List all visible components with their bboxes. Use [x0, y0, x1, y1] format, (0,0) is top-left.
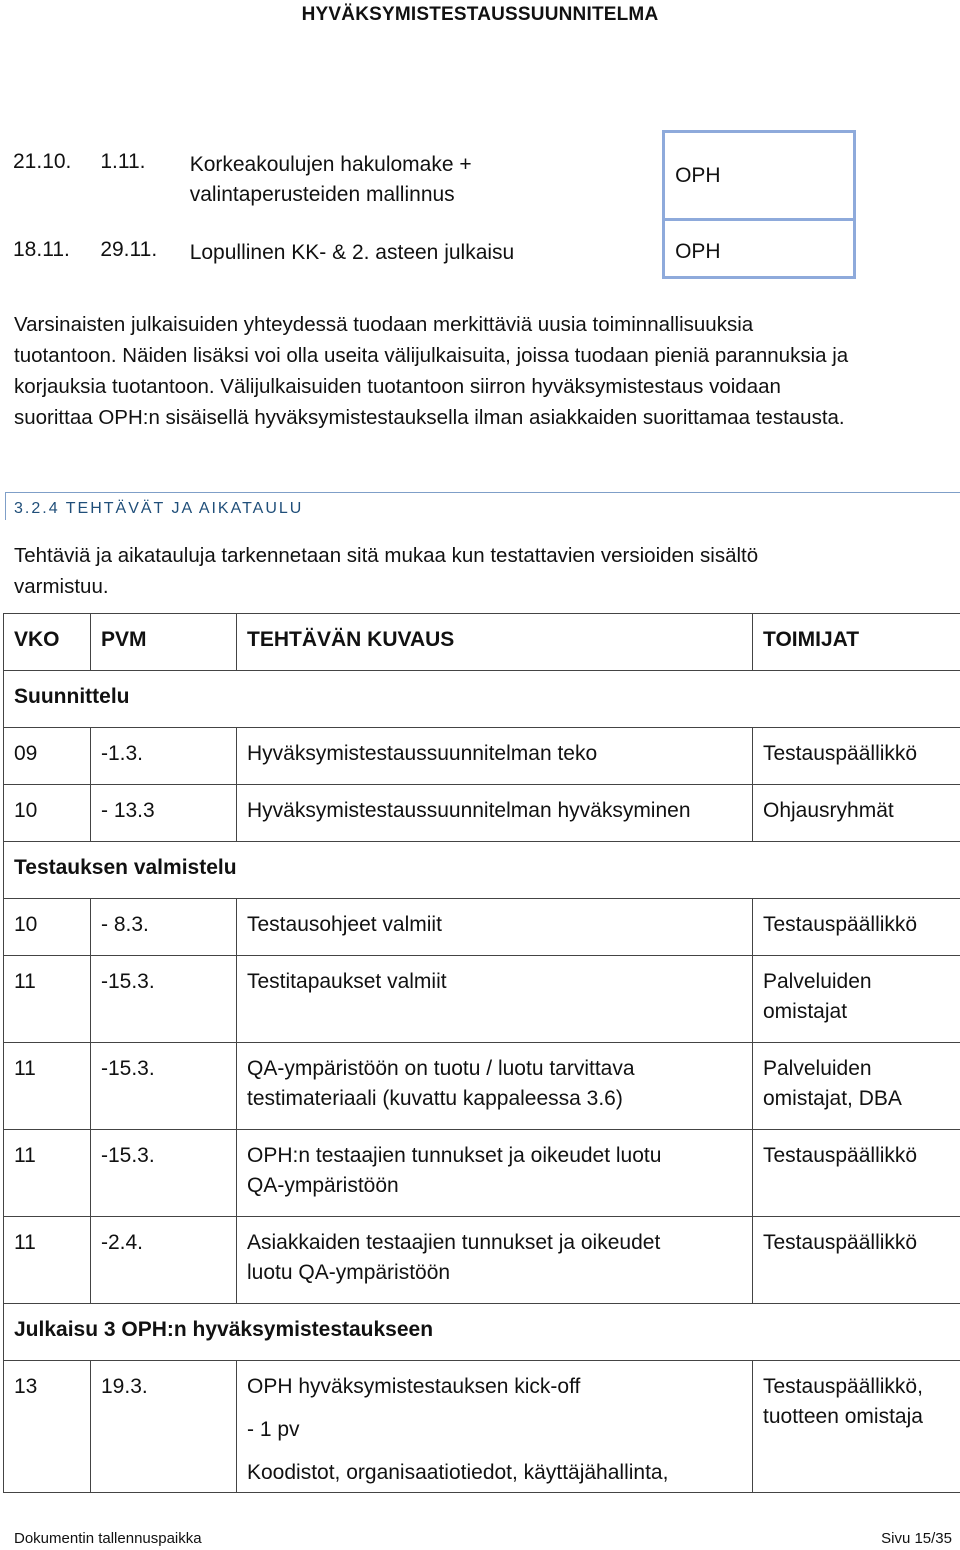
week-cell: 10: [4, 899, 91, 956]
week-cell: 11: [4, 1130, 91, 1217]
owner-cell: [753, 1361, 960, 1493]
owner-cell: Testauspäällikkö: [753, 728, 960, 785]
section-divider-edge: [5, 492, 6, 520]
owner-line: Testauspäällikkö,: [763, 1375, 923, 1398]
table-row: [4, 1130, 960, 1217]
section-divider: [5, 492, 960, 493]
owner-cell: OPH: [664, 220, 855, 278]
previous-schedule-table: [3, 130, 856, 279]
owner-cell: OPH: [664, 132, 855, 220]
group-title: Suunnittelu: [4, 671, 960, 728]
task-line: QA-ympäristöön on tuotu / luotu tarvittava: [247, 1057, 635, 1080]
paragraph-line: korjauksia tuotantoon. Välijulkaisuiden tuotantoon siirron hyväksymistestaus voidaan: [14, 375, 781, 398]
task-line: valintaperusteiden mallinnus: [189, 182, 455, 206]
date-cell: -15.3.: [91, 1130, 237, 1217]
page-header-title: HYVÄKSYMISTESTAUSSUUNNITELMA: [301, 4, 659, 25]
footer-page-number: Sivu 15/35: [881, 1530, 952, 1547]
paragraph-line: suorittaa OPH:n sisäisellä hyväksymistestauksella ilman asiakkaiden suorittamaa testausta.: [14, 406, 845, 429]
table-row: [4, 728, 960, 785]
group-row: [4, 1304, 960, 1361]
end-date-cell: 1.11.: [100, 149, 146, 173]
column-header-owner: TOIMIJAT: [753, 614, 960, 671]
task-cell: [180, 132, 664, 220]
group-title: Julkaisu 3 OPH:n hyväksymistestaukseen: [4, 1304, 960, 1361]
task-cell: [237, 1361, 753, 1493]
column-header-task: TEHTÄVÄN KUVAUS: [237, 614, 753, 671]
task-line: Asiakkaiden testaajien tunnukset ja oikeudet: [247, 1231, 661, 1254]
paragraph-line: Varsinaisten julkaisuiden yhteydessä tuodaan merkittäviä uusia toiminnallisuuksia: [14, 313, 754, 336]
task-cell: [237, 1043, 753, 1130]
group-title: Testauksen valmistelu: [4, 842, 960, 899]
schedule-table: [3, 613, 960, 1493]
week-cell: 11: [4, 956, 91, 1043]
date-cell: 19.3.: [91, 1361, 237, 1493]
start-date-cell: 18.11.: [13, 237, 70, 261]
week-cell: 13: [4, 1361, 91, 1493]
section-intro: [14, 540, 954, 602]
date-cell: -15.3.: [91, 1043, 237, 1130]
task-cell: Testitapaukset valmiit: [237, 956, 753, 1043]
owner-cell: Ohjausryhmät: [753, 785, 960, 842]
table-row: [3, 220, 855, 278]
task-cell: Hyväksymistestaussuunnitelman teko: [237, 728, 753, 785]
table-row: [4, 785, 960, 842]
task-line: Korkeakoulujen hakulomake +: [189, 152, 472, 176]
owner-cell: [753, 956, 960, 1043]
week-cell: 10: [4, 785, 91, 842]
date-cell: - 13.3: [91, 785, 237, 842]
section-heading: 3.2.4 TEHTÄVÄT JA AIKATAULU: [14, 500, 304, 517]
task-line: Koodistot, organisaatiotiedot, käyttäjähallinta,: [247, 1461, 669, 1484]
task-cell: Lopullinen KK- & 2. asteen julkaisu: [189, 240, 515, 264]
date-cell: -1.3.: [91, 728, 237, 785]
owner-line: omistajat, DBA: [763, 1087, 902, 1110]
task-line: luotu QA-ympäristöön: [247, 1261, 451, 1284]
table-row: [4, 956, 960, 1043]
table-row: [4, 899, 960, 956]
body-paragraph: [14, 309, 954, 433]
date-cell: -2.4.: [91, 1217, 237, 1304]
week-cell: 11: [4, 1043, 91, 1130]
owner-cell: Testauspäällikkö: [753, 1130, 960, 1217]
column-header-vko: VKO: [4, 614, 91, 671]
owner-line: tuotteen omistaja: [763, 1405, 923, 1428]
table-header-row: [4, 614, 960, 671]
owner-cell: [753, 1043, 960, 1130]
page-footer: [14, 1530, 954, 1547]
task-cell: [237, 1130, 753, 1217]
footer-storage-location: Dokumentin tallennuspaikka: [14, 1530, 202, 1547]
start-date-cell: 21.10.: [13, 149, 72, 173]
owner-line: Palveluiden: [763, 1057, 872, 1080]
week-cell: 11: [4, 1217, 91, 1304]
intro-line: Tehtäviä ja aikatauluja tarkennetaan sitä mukaa kun testattavien versioiden sisältö: [14, 544, 759, 567]
task-cell: [237, 1217, 753, 1304]
task-line: QA-ympäristöön: [247, 1174, 399, 1197]
group-row: [4, 842, 960, 899]
table-row: [4, 1217, 960, 1304]
week-cell: 09: [4, 728, 91, 785]
table-row: [4, 1361, 960, 1493]
task-line: - 1 pv: [247, 1418, 300, 1441]
table-row: [4, 1043, 960, 1130]
date-cell: - 8.3.: [91, 899, 237, 956]
column-header-pvm: PVM: [91, 614, 237, 671]
task-line: OPH:n testaajien tunnukset ja oikeudet luotu: [247, 1144, 662, 1167]
task-cell: Testausohjeet valmiit: [237, 899, 753, 956]
table-row: [3, 132, 855, 220]
owner-line: Palveluiden: [763, 970, 872, 993]
owner-cell: Testauspäällikkö: [753, 899, 960, 956]
end-date-cell: 29.11.: [100, 237, 158, 261]
task-cell: Hyväksymistestaussuunnitelman hyväksyminen: [237, 785, 753, 842]
intro-line: varmistuu.: [14, 575, 109, 598]
owner-cell: Testauspäällikkö: [753, 1217, 960, 1304]
task-line: testimateriaali (kuvattu kappaleessa 3.6): [247, 1087, 623, 1110]
task-line: OPH hyväksymistestauksen kick-off: [247, 1375, 581, 1398]
group-row: [4, 671, 960, 728]
date-cell: -15.3.: [91, 956, 237, 1043]
owner-line: omistajat: [763, 1000, 848, 1023]
paragraph-line: tuotantoon. Näiden lisäksi voi olla useita välijulkaisuita, joissa tuodaan pieniä parannuksia ja: [14, 344, 849, 367]
